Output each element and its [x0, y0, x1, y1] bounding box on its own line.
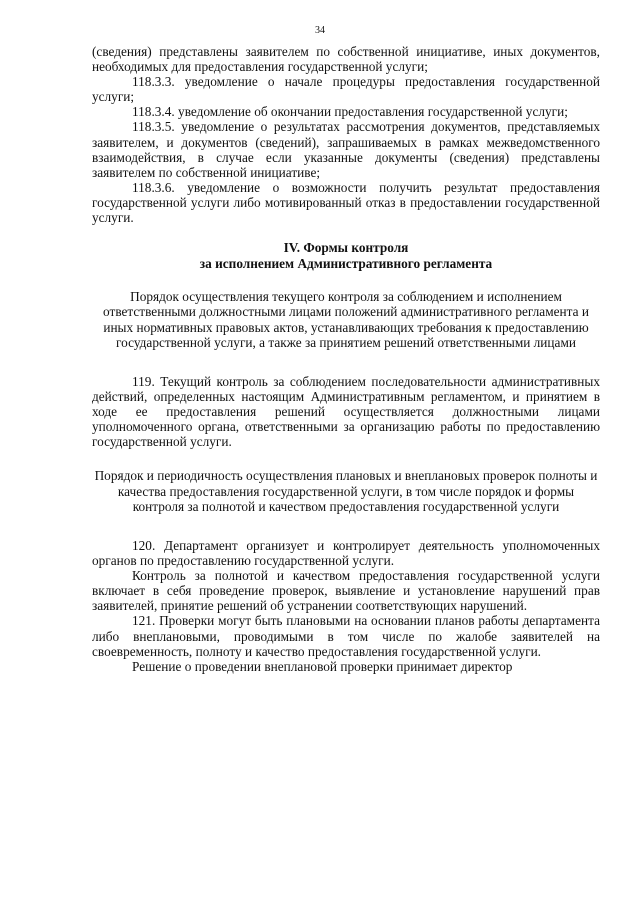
- paragraph-118-3-3: 118.3.3. уведомление о начале процедуры предоставления государственной услуги;: [92, 74, 600, 105]
- page-number: 34: [315, 25, 325, 36]
- paragraph-120-control: Контроль за полнотой и качеством предоставления государственной услуги включает в себя проведение проверок, выявление и установление нарушений прав заявителей, принятие решений об устранении соответствующих нарушений.: [92, 568, 600, 614]
- section-heading-line2: за исполнением Административного регламента: [199, 255, 493, 271]
- subheading-current-control: Порядок осуществления текущего контроля за соблюдением и исполнением ответственными должностными лицами положений административного регламента и иных нормативных правовых актов, устанавливающих требования к предоставлению государственной услуги, а также за принятием решений ответственными лицами: [103, 289, 589, 350]
- paragraph-119: 119. Текущий контроль за соблюдением последовательности административных действий, определенных настоящим Административным регламентом, и принятием в ходе ее предоставления решений осуществляется должностными лицами уполномоченного органа, ответственными за организацию работы по предоставлению государственной услуги.: [92, 373, 600, 450]
- paragraph-continuation: (сведения) представлены заявителем по собственной инициативе, иных документов, необходимых для предоставления государственной услуги;: [92, 44, 600, 75]
- subheading-inspections: Порядок и периодичность осуществления плановых и внеплановых проверок полноты и качества предоставления государственной услуги, в том числе порядок и формы контроля за полнотой и качеством предоставления государственной услуги: [94, 468, 598, 514]
- paragraph-121-decision: Решение о проведении внеплановой проверки принимает директор: [132, 658, 513, 674]
- paragraph-121: 121. Проверки могут быть плановыми на основании планов работы департамента либо внеплановыми, проводимыми в том числе по жалобе заявителей на своевременность, полноту и качество предоставления государственной услуги.: [92, 613, 600, 659]
- paragraph-118-3-5: 118.3.5. уведомление о результатах рассмотрения документов, представляемых заявителем, и документов (сведений), запрашиваемых в рамках межведомственного взаимодействия, в случае если указанные документы (сведения) представлены заявителем по собственной инициативе;: [92, 119, 600, 180]
- section-heading-line1: IV. Формы контроля: [283, 240, 409, 256]
- section-heading: [92, 240, 600, 271]
- paragraph-118-3-6: 118.3.6. уведомление о возможности получить результат предоставления государственной услуги либо мотивированный отказ в предоставлении государственной услуги.: [92, 179, 600, 226]
- paragraph-120: 120. Департамент организует и контролирует деятельность уполномоченных органов по предоставлению государственной услуги.: [92, 538, 600, 569]
- paragraph-118-3-4: 118.3.4. уведомление об окончании предоставления государственной услуги;: [132, 104, 568, 120]
- document-body: [92, 44, 600, 674]
